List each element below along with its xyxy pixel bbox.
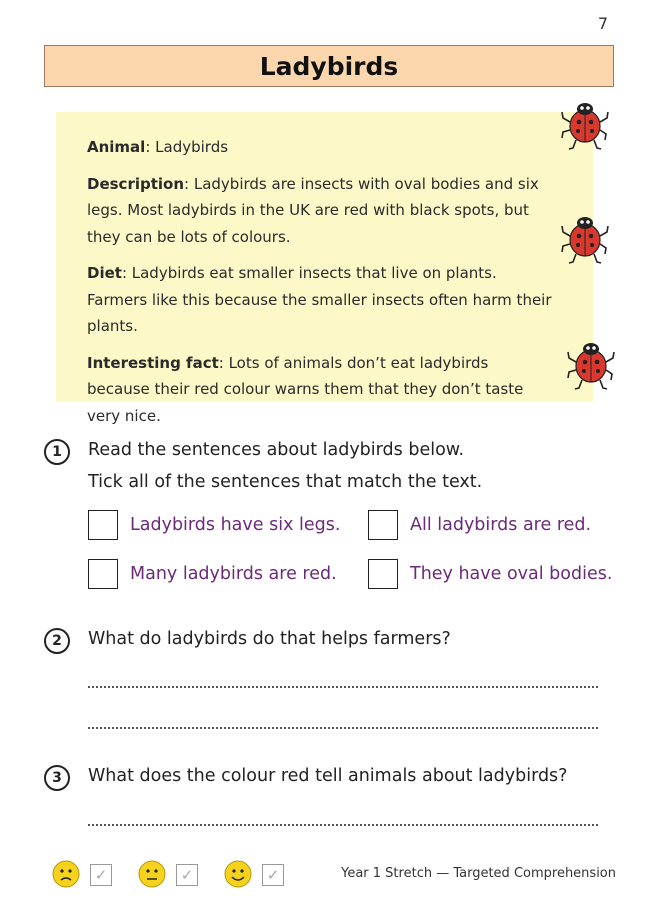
question-number: 2 — [44, 628, 70, 654]
description-paragraph — [87, 171, 553, 251]
description-text: : Ladybirds are insects with oval bodies and six legs. Most ladybirds in the UK are red with black spots, but they can be lots of colours. — [87, 174, 539, 246]
page-number: 7 — [597, 14, 608, 33]
answer-line[interactable] — [88, 824, 598, 826]
option-all-red[interactable] — [368, 510, 591, 540]
diet-label: Diet — [87, 264, 122, 282]
animal-text: : Ladybirds — [145, 138, 229, 156]
happy-face-icon[interactable] — [224, 860, 252, 888]
fact-label: Interesting fact — [87, 353, 219, 372]
title-bar — [44, 45, 614, 87]
sad-face-icon[interactable] — [52, 860, 80, 888]
option-six-legs[interactable] — [88, 510, 340, 540]
neutral-face-icon[interactable] — [138, 860, 166, 888]
animal-label: Animal — [87, 138, 146, 156]
ladybird-icon — [566, 338, 616, 392]
option-checkbox[interactable] — [368, 559, 398, 589]
option-oval-bodies[interactable] — [368, 559, 612, 589]
tick-box[interactable]: ✓ — [262, 864, 284, 886]
fact-paragraph — [87, 350, 553, 430]
info-box — [56, 112, 593, 425]
question-text: What do ladybirds do that helps farmers? — [88, 629, 451, 649]
option-label: Many ladybirds are red. — [130, 564, 337, 584]
option-label: All ladybirds are red. — [410, 515, 592, 535]
tick-box[interactable]: ✓ — [176, 864, 198, 886]
question-number: 1 — [44, 439, 70, 465]
option-many-red[interactable] — [88, 559, 337, 589]
page-title: Ladybirds — [259, 51, 399, 81]
diet-paragraph — [87, 260, 553, 340]
footer-text: Year 1 Stretch — Targeted Comprehension — [341, 866, 616, 881]
answer-line[interactable] — [88, 686, 598, 688]
answer-line[interactable] — [88, 727, 598, 729]
option-checkbox[interactable] — [368, 510, 398, 540]
question-number: 3 — [44, 765, 70, 791]
ladybird-icon — [560, 212, 610, 266]
tick-box[interactable]: ✓ — [90, 864, 112, 886]
animal-paragraph — [87, 134, 553, 161]
question-text: Read the sentences about ladybirds below. — [88, 440, 465, 460]
option-checkbox[interactable] — [88, 559, 118, 589]
ladybird-icon — [560, 98, 610, 152]
question-instruction: Tick all of the sentences that match the text. — [88, 472, 483, 492]
description-label: Description — [87, 174, 185, 193]
option-checkbox[interactable] — [88, 510, 118, 540]
diet-text: : Ladybirds eat smaller insects that live on plants. Farmers like this because the smaller insects often harm their plants. — [87, 264, 552, 335]
option-label: They have oval bodies. — [410, 564, 613, 584]
option-label: Ladybirds have six legs. — [130, 515, 341, 535]
fact-text: : Lots of animals don’t eat ladybirds because their red colour warns them that they don’t taste very nice. — [87, 353, 524, 425]
question-text: What does the colour red tell animals about ladybirds? — [88, 766, 568, 786]
